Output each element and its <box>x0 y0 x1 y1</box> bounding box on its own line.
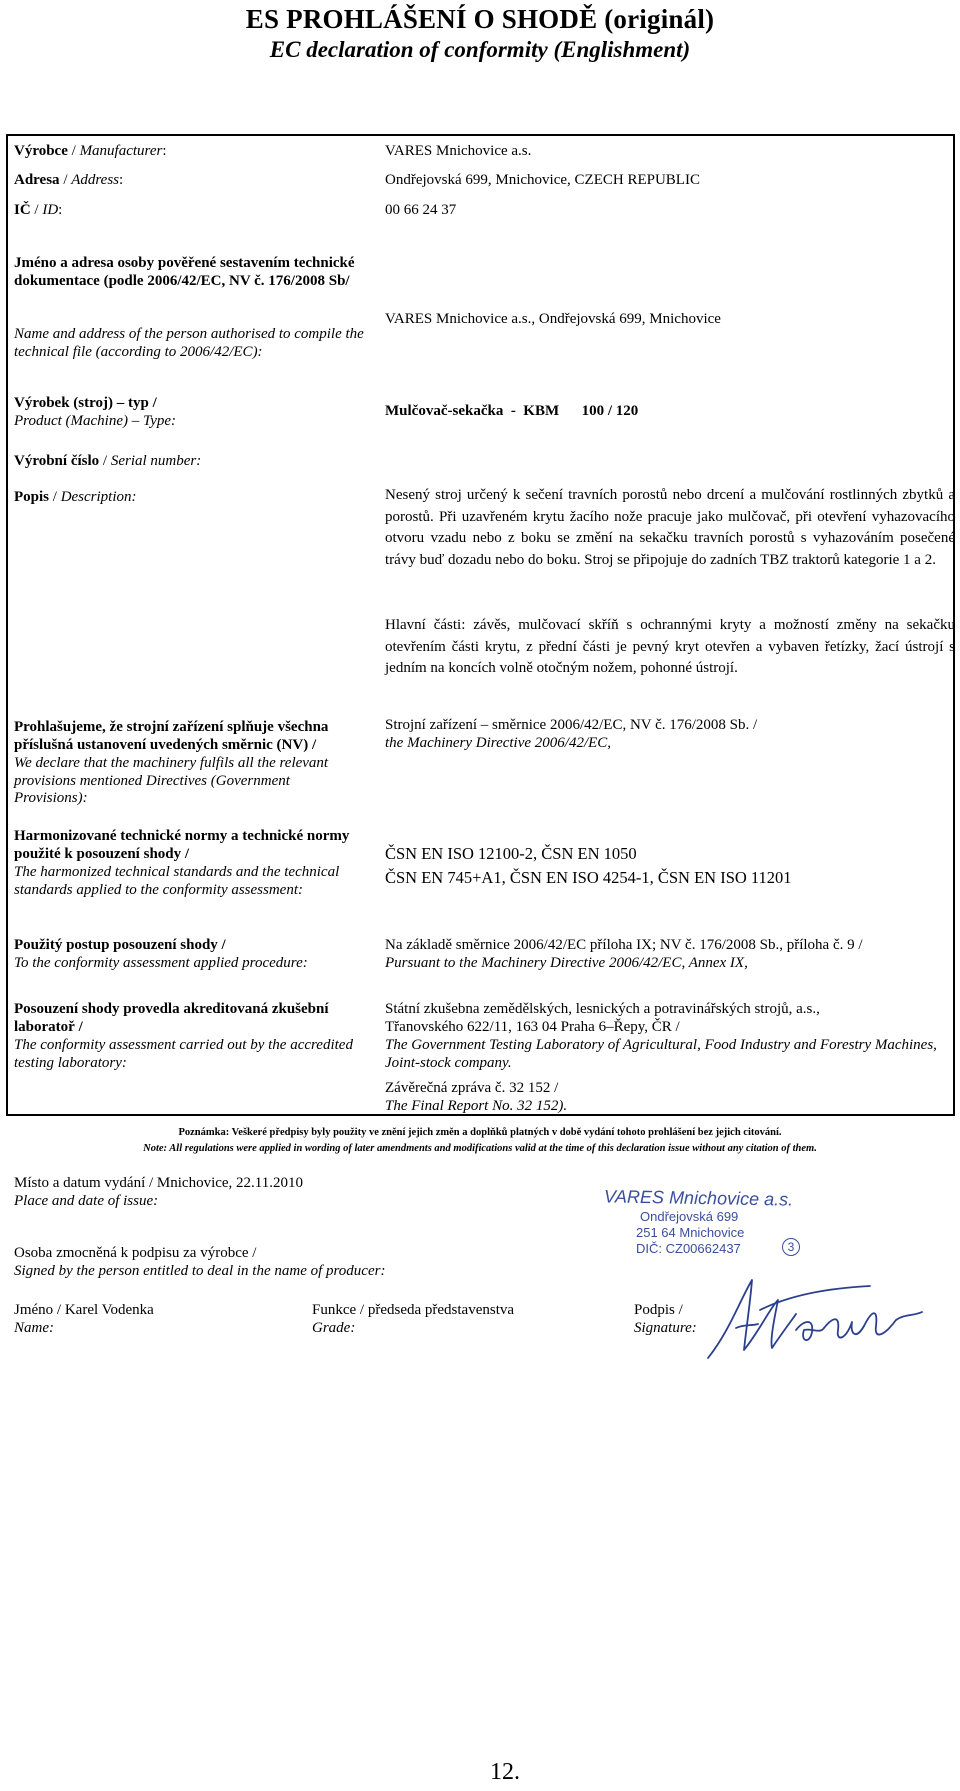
description-label: Popis / Description: <box>14 489 137 505</box>
manufacturer-value: VARES Mnichovice a.s. <box>385 143 532 159</box>
function-en: Grade: <box>312 1320 356 1336</box>
product-label-en: Product (Machine) – Type: <box>14 413 177 429</box>
id-value: 00 66 24 37 <box>385 202 457 218</box>
name-cz: Jméno / Karel Vodenka <box>14 1302 154 1318</box>
stamp-company: VARES Mnichovice a.s. <box>603 1186 794 1210</box>
stamp-street: Ondřejovská 699 <box>640 1209 739 1224</box>
final-report-cz: Závěrečná zpráva č. 32 152 / <box>385 1080 559 1096</box>
function-cz: Funkce / předseda představenstva <box>312 1302 515 1318</box>
id-label: IČ / ID: <box>14 202 63 218</box>
place-date-cz: Místo a datum vydání / Mnichovice, 22.11.2010 <box>14 1175 303 1191</box>
signer-en: Signed by the person entitled to deal in the name of producer: <box>14 1263 386 1279</box>
page-number: 12. <box>490 1759 520 1785</box>
laboratory-label-en: The conformity assessment carried out by the accredited testing laboratory: <box>14 1037 353 1071</box>
procedure-label-en: To the conformity assessment applied procedure: <box>14 955 308 971</box>
product-value: Mulčovač-sekačka - KBM 100 / 120 <box>385 403 639 419</box>
declaration-label-cz: Prohlašujeme, že strojní zařízení splňuje všechna příslušná ustanovení uvedených směrnic (NV) / <box>14 719 329 753</box>
signature-label-en: Signature: <box>634 1320 697 1336</box>
final-report-en: The Final Report No. 32 152). <box>385 1098 568 1114</box>
address-label: Adresa / Address: <box>14 172 124 188</box>
manufacturer-label: Výrobce / Manufacturer: <box>14 143 167 159</box>
procedure-label-cz: Použitý postup posouzení shody / <box>14 937 226 953</box>
standards-value-1: ČSN EN ISO 12100-2, ČSN EN 1050 <box>385 844 637 863</box>
procedure-value-en: Pursuant to the Machinery Directive 2006/42/EC, Annex IX, <box>385 955 748 971</box>
laboratory-value-cz-1: Státní zkušebna zemědělských, lesnických a potravinářských strojů, a.s., <box>385 1001 820 1017</box>
declaration-value-cz: Strojní zařízení – směrnice 2006/42/EC, NV č. 176/2008 Sb. / <box>385 717 758 733</box>
stamp-vat: DIČ: CZ00662437 <box>636 1241 741 1256</box>
note-en: Note: All regulations were applied in wording of later amendments and modifications valid at the time of this declaration issue without any citation of them. <box>143 1143 817 1154</box>
name-en: Name: <box>14 1320 54 1336</box>
product-label-cz: Výrobek (stroj) – typ / <box>14 395 157 411</box>
declaration-value-en: the Machinery Directive 2006/42/EC, <box>385 735 612 751</box>
standards-value-2: ČSN EN 745+A1, ČSN EN ISO 4254-1, ČSN EN ISO 11201 <box>385 868 792 887</box>
handwritten-signature <box>700 1270 930 1370</box>
document-title-english: EC declaration of conformity (Englishment) <box>269 37 691 62</box>
description-text-2: Hlavní části: závěs, mulčovací skříň s ochrannými kryty a možností změny na sekačku otevřením části krytu, z přední části je pevný kryt otevřen a vybaven řetízky, žací ústrojí s jedním na koncích volně otočným nožem, pohonné ústrojí. <box>385 617 955 676</box>
document-title: ES PROHLÁŠENÍ O SHODĚ (originál) <box>245 4 715 34</box>
place-date-en: Place and date of issue: <box>14 1193 159 1209</box>
standards-label-en: The harmonized technical standards and the technical standards applied to the conformity assessment: <box>14 864 340 898</box>
note-cz: Poznámka: Veškeré předpisy byly použity ve znění jejich změn a doplňků platných v době vydání tohoto prohlášení bez jejich citování. <box>178 1127 782 1138</box>
description-text-1: Nesený stroj určený k sečení travních porostů nebo drcení a mulčování rostlinných zbytků a porostů. Při uzavřeném krytu žacího nože pracuje jako mulčovač, při otevření vyhazovacího otvoru vzadu nebo z boku se změní na sekačku travních porostů s vyhazováním posečené trávy buď dozadu nebo do boku. Stroj se připojuje do zadních TBZ traktorů kategorie 1 a 2. <box>385 487 955 568</box>
declaration-label-en: We declare that the machinery fulfils all the relevant provisions mentioned Directives (Government Provisions): <box>14 755 329 806</box>
laboratory-label-cz: Posouzení shody provedla akreditovaná zkušební laboratoř / <box>14 1001 329 1035</box>
serial-label: Výrobní číslo / Serial number: <box>14 453 202 469</box>
standards-label-cz: Harmonizované technické normy a technické normy použité k posouzení shody / <box>14 828 350 862</box>
tech-file-label-cz: Jméno a adresa osoby pověřené sestavením technické dokumentace (podle 2006/42/EC, NV č. 176/2008 Sb/ <box>14 255 355 289</box>
stamp-number-badge: 3 <box>782 1238 800 1256</box>
laboratory-value-en: The Government Testing Laboratory of Agricultural, Food Industry and Forestry Machines, Joint-stock company. <box>385 1037 937 1071</box>
signer-cz: Osoba zmocněná k podpisu za výrobce / <box>14 1245 257 1261</box>
procedure-value-cz: Na základě směrnice 2006/42/EC příloha IX; NV č. 176/2008 Sb., příloha č. 9 / <box>385 937 863 953</box>
signature-label-cz: Podpis / <box>634 1302 683 1318</box>
tech-file-label-en: Name and address of the person authorised to compile the technical file (according to 2006/42/EC): <box>14 326 364 360</box>
address-value: Ondřejovská 699, Mnichovice, CZECH REPUBLIC <box>385 172 700 188</box>
stamp-city: 251 64 Mnichovice <box>636 1225 745 1240</box>
tech-file-value: VARES Mnichovice a.s., Ondřejovská 699, Mnichovice <box>385 311 721 327</box>
laboratory-value-cz-2: Třanovského 622/11, 163 04 Praha 6–Řepy, ČR / <box>385 1019 680 1035</box>
